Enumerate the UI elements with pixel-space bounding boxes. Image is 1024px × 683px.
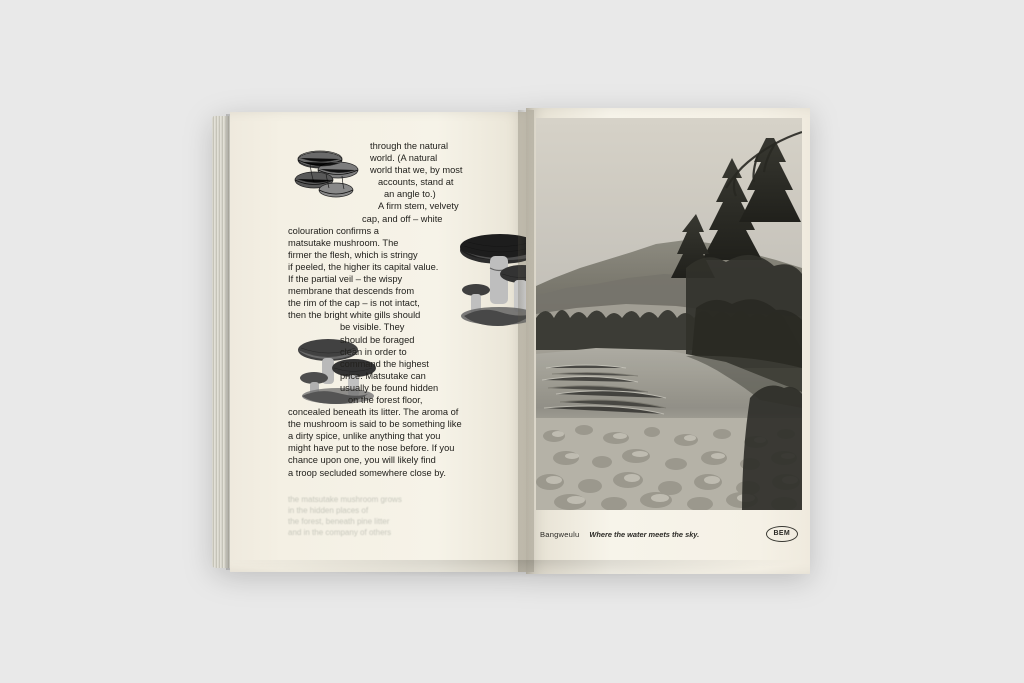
body-line: world. (A natural (370, 153, 438, 164)
body-line: accounts, stand at (378, 177, 454, 188)
body-line: world that we, by most (370, 165, 463, 176)
body-line: If the partial veil – the wispy (288, 274, 403, 285)
body-line: be visible. They (340, 322, 405, 333)
book-drop-shadow (222, 560, 802, 578)
show-through-line: the forest, beneath pine litter (288, 517, 390, 526)
body-line: firmer the flesh, which is stringy (288, 249, 418, 260)
body-line: should be foraged (340, 334, 415, 345)
landscape-photograph (536, 118, 802, 510)
body-line: membrane that descends from (288, 286, 415, 297)
body-line: price. Matsutake can (340, 370, 426, 381)
page-show-through-text (288, 494, 488, 538)
body-line: A firm stem, velvety (378, 201, 459, 212)
body-line: an angle to.) (384, 189, 436, 200)
body-line: usually be found hidden (340, 382, 439, 393)
body-line: then the bright white gills should (288, 310, 421, 321)
body-line: concealed beneath its litter. The aroma of (288, 407, 459, 418)
body-line: might have put to the nose before. If you (288, 443, 455, 454)
body-line: if peeled, the higher its capital value. (288, 261, 439, 272)
caption-badge: BEM (766, 526, 798, 542)
show-through-line: in the hidden places of (288, 506, 369, 515)
body-line: cap, and off – white (362, 213, 443, 224)
show-through-line: the matsutake mushroom grows (288, 495, 402, 504)
body-line: a troop secluded somewhere close by. (288, 467, 446, 478)
caption-place: Bangweulu (540, 529, 580, 539)
body-line: through the natural (370, 141, 449, 151)
body-line: matsutake mushroom. The (288, 237, 399, 248)
body-line: chance upon one, you will likely find (288, 455, 436, 466)
right-page (526, 108, 810, 574)
body-line: the rim of the cap – is not intact, (288, 298, 420, 309)
left-page (230, 112, 526, 572)
body-line: the mushroom is said to be something like (288, 419, 462, 430)
body-line: colouration confirms a (288, 225, 379, 236)
body-line: a dirty spice, unlike anything that you (288, 431, 441, 442)
body-line: clean in order to (340, 346, 407, 357)
photo-caption (540, 526, 798, 542)
body-line: command the highest (340, 358, 429, 369)
body-line: on the forest floor, (348, 394, 423, 405)
left-page-body-text (288, 140, 514, 479)
show-through-line: and in the company of others (288, 528, 392, 537)
open-book (212, 106, 812, 576)
caption-text: Where the water meets the sky. (589, 529, 700, 539)
